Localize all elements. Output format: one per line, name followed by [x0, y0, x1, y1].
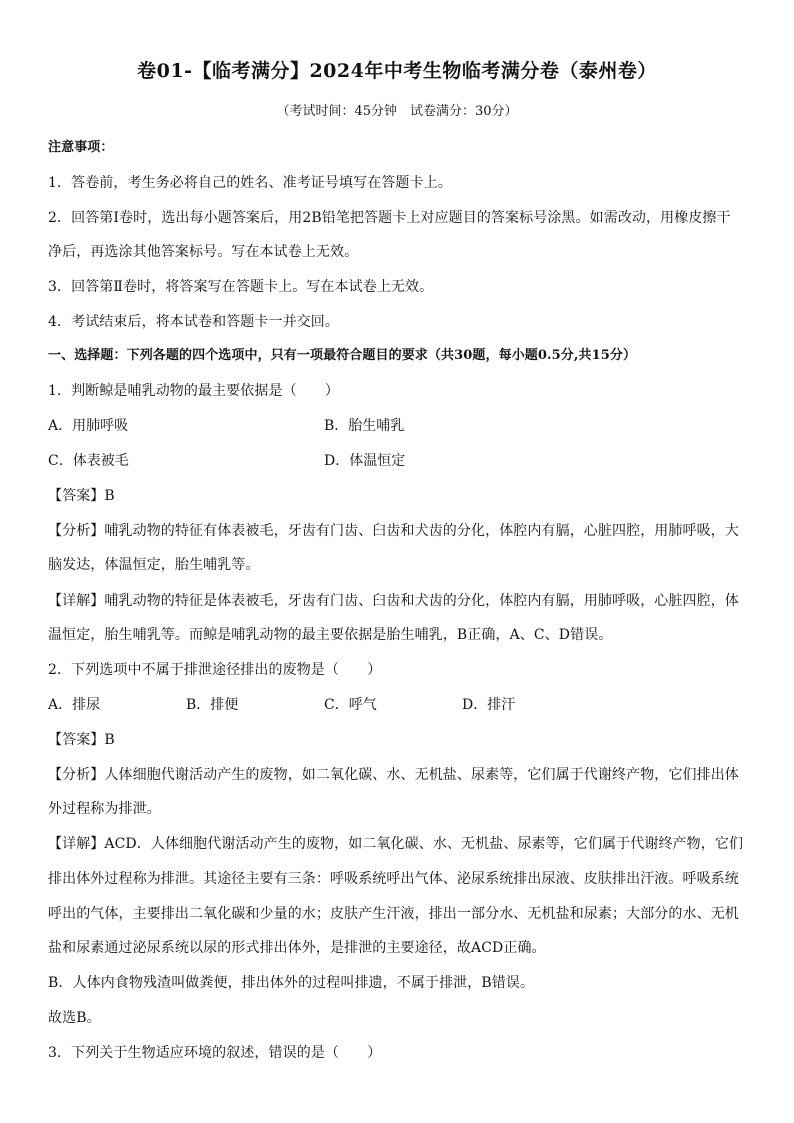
- notice-line: 1．答卷前，考生务必将自己的姓名、准考证号填写在答题卡上。: [48, 175, 452, 191]
- notice-line: 2．回答第Ⅰ卷时，选出每小题答案后，用2B铅笔把答题卡上对应题目的答案标号涂黑。如需改动，用橡皮擦干: [48, 210, 731, 226]
- question-2-analysis: 【分析】人体细胞代谢活动产生的废物，如二氧化碳、水、无机盐、尿素等，它们属于代谢终产物，它们排出体: [48, 767, 739, 783]
- question-1-detail: 【详解】哺乳动物的特征是体表被毛，牙齿有门齿、臼齿和犬齿的分化，体腔内有膈，用肺呼吸，心脏四腔，体: [48, 593, 739, 609]
- question-2-detail: 盐和尿素通过泌尿系统以尿的形式排出体外，是排泄的主要途径，故ACD正确。: [48, 940, 546, 956]
- question-1-analysis: 【分析】哺乳动物的特征有体表被毛，牙齿有门齿、臼齿和犬齿的分化，体腔内有膈，心脏四腔，用肺呼吸，大: [48, 523, 739, 539]
- question-2-detail: B．人体内食物残渣叫做粪便，排出体外的过程叫排遗，不属于排泄，B错误。: [48, 975, 535, 991]
- notice-line: 4．考试结束后，将本试卷和答题卡一并交回。: [48, 314, 340, 330]
- question-2-detail: 呼出的气体，主要排出二氧化碳和少量的水；皮肤产生汗液，排出一部分水、无机盐和尿素；大部分的水、无机: [48, 906, 739, 922]
- section-heading: 一、选择题：下列各题的四个选项中，只有一项最符合题目的要求（共30题，每小题0.5分,共15分）: [48, 348, 637, 363]
- question-3-stem: 3．下列关于生物适应环境的叙述，错误的是（ ）: [48, 1045, 382, 1061]
- question-2-detail: 故选B。: [48, 1010, 101, 1026]
- question-1-detail: 温恒定，胎生哺乳等。而鲸是哺乳动物的最主要依据是胎生哺乳，B正确，A、C、D错误。: [48, 627, 613, 643]
- exam-info: （考试时间：45分钟 试卷满分：30分）: [276, 104, 518, 119]
- question-2-detail: 排出体外过程称为排泄。其途径主要有三条：呼吸系统呼出气体、泌尿系统排出尿液、皮肤排出汗液。呼吸系统: [48, 871, 739, 887]
- page-title: 卷01-【临考满分】2024年中考生物临考满分卷（泰州卷）: [137, 60, 657, 82]
- question-2-answer: 【答案】B: [48, 732, 115, 748]
- question-2-stem: 2．下列选项中不属于排泄途径排出的废物是（ ）: [48, 662, 382, 678]
- question-2-detail: 【详解】ACD．人体细胞代谢活动产生的废物，如二氧化碳、水、无机盐、尿素等，它们属于代谢终产物，它们: [48, 836, 744, 852]
- question-1-analysis: 脑发达，体温恒定，胎生哺乳等。: [48, 557, 260, 573]
- notice-line: 净后，再选涂其他答案标号。写在本试卷上无效。: [48, 244, 359, 260]
- notice-line: 3．回答第Ⅱ卷时，将答案写在答题卡上。写在本试卷上无效。: [48, 279, 434, 295]
- question-2-analysis: 外过程称为排泄。: [48, 801, 161, 817]
- question-2-option-c: C．呼气: [324, 697, 377, 713]
- question-1-option-a: A．用肺呼吸: [48, 418, 129, 434]
- question-2-option-a: A．排尿: [48, 697, 101, 713]
- question-1-option-b: B．胎生哺乳: [324, 418, 405, 434]
- question-1-answer: 【答案】B: [48, 488, 115, 504]
- question-2-option-b: B．排便: [186, 697, 239, 713]
- notice-heading: 注意事项：: [48, 140, 114, 155]
- question-2-option-d: D．排汗: [462, 697, 516, 713]
- question-1-option-c: C．体表被毛: [48, 453, 129, 469]
- question-1-option-d: D．体温恒定: [324, 453, 406, 469]
- question-1-stem: 1．判断鲸是哺乳动物的最主要依据是（ ）: [48, 383, 340, 399]
